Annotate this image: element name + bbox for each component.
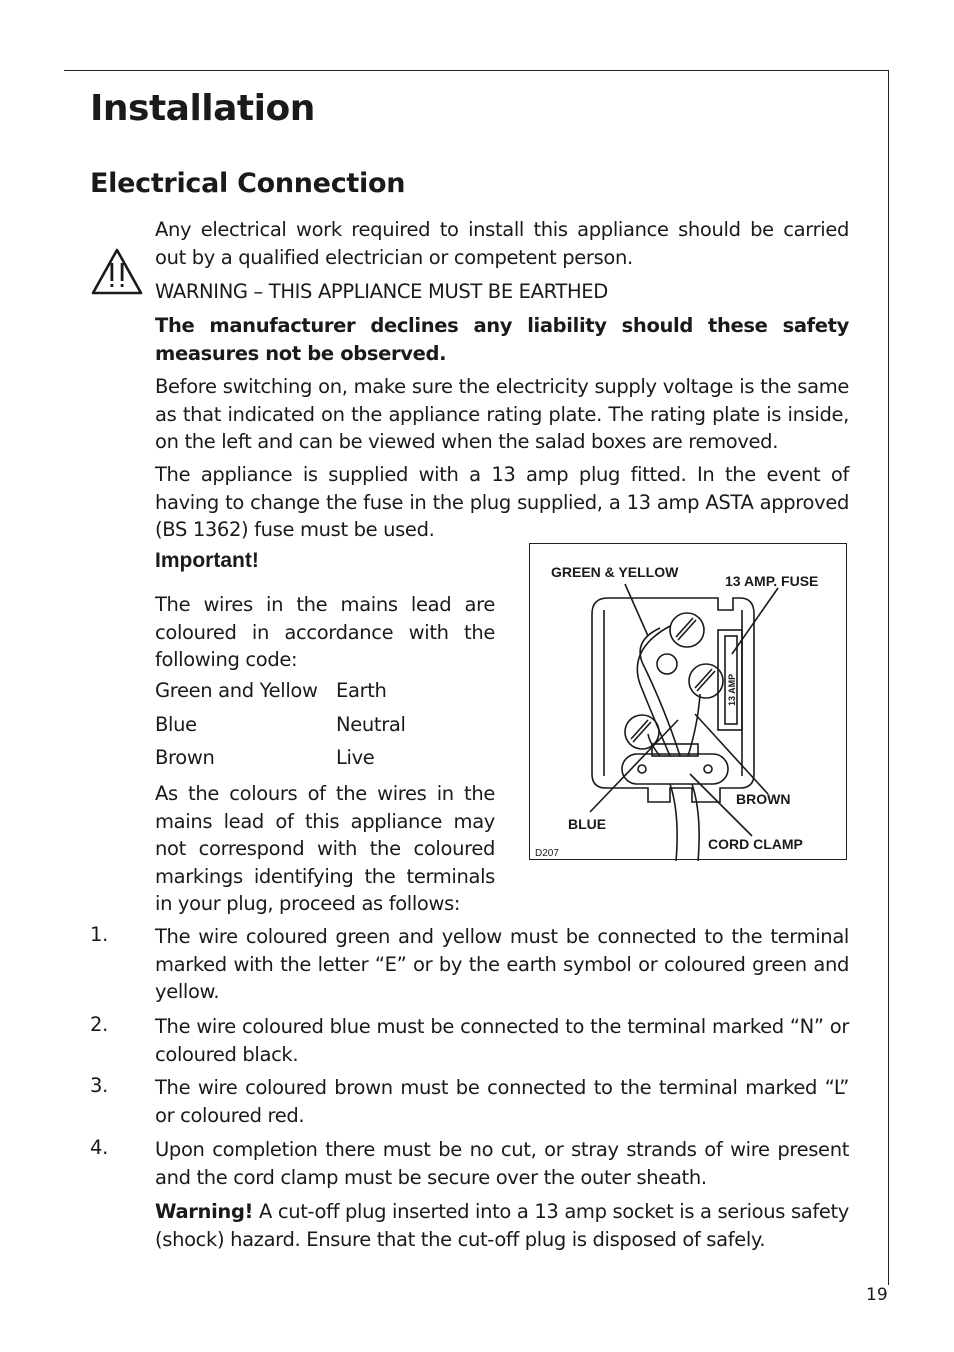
plug-drawing bbox=[530, 544, 848, 861]
wire-code-intro: The wires in the mains lead are coloured in accordance with the following code: bbox=[155, 593, 495, 671]
intro-text: Any electrical work required to install this appliance should be carried out by a qualified electrician or competent person. bbox=[155, 218, 849, 269]
page-title: Installation bbox=[90, 88, 315, 129]
label-fuse: 13 AMP. FUSE bbox=[725, 573, 819, 589]
step-number: 3. bbox=[90, 1074, 109, 1097]
final-warning-label: Warning! bbox=[155, 1200, 254, 1223]
right-rule bbox=[888, 70, 889, 1285]
code-use: Earth bbox=[336, 679, 387, 702]
colour-note: As the colours of the wires in the mains lead of this appliance may not correspond with the coloured markings identifying the terminals in your plug, proceed as follows: bbox=[155, 782, 495, 915]
code-row-live bbox=[155, 746, 375, 769]
step-number: 2. bbox=[90, 1013, 109, 1036]
section-title: Electrical Connection bbox=[90, 168, 406, 199]
plug-text: The appliance is supplied with a 13 amp plug fitted. In the event of having to change the fuse in the plug supplied, a 13 amp ASTA approved (BS 1362) fuse must be used. bbox=[155, 463, 849, 541]
final-warning bbox=[155, 1198, 849, 1253]
label-cord-clamp: CORD CLAMP bbox=[708, 836, 803, 852]
code-wire: Green and Yellow bbox=[155, 679, 318, 702]
code-use: Live bbox=[336, 746, 375, 769]
step-number: 4. bbox=[90, 1136, 109, 1159]
code-row-neutral bbox=[155, 713, 406, 736]
voltage-text: Before switching on, make sure the electricity supply voltage is the same as that indicated on the appliance rating plate. The rating plate is inside, on the left and can be viewed when the salad boxes are removed. bbox=[155, 375, 849, 453]
important-heading: Important! bbox=[155, 549, 259, 572]
label-green-yellow: GREEN & YELLOW bbox=[551, 564, 679, 580]
earth-warning: WARNING – THIS APPLIANCE MUST BE EARTHED bbox=[155, 280, 608, 303]
plug-wiring-diagram bbox=[529, 543, 847, 860]
code-use: Neutral bbox=[336, 713, 406, 736]
step-text: The wire coloured brown must be connected to the terminal marked “L” or coloured red. bbox=[155, 1076, 849, 1127]
step-text: The wire coloured green and yellow must be connected to the terminal marked with the letter “E” or by the earth symbol or coloured green and yellow. bbox=[155, 925, 849, 1003]
top-rule bbox=[64, 70, 889, 71]
figure-id: D207 bbox=[535, 848, 559, 859]
warning-triangle-icon bbox=[90, 246, 144, 296]
code-wire: Blue bbox=[155, 713, 197, 736]
code-wire: Brown bbox=[155, 746, 215, 769]
step-text: The wire coloured blue must be connected to the terminal marked “N” or coloured black. bbox=[155, 1015, 849, 1066]
code-row-earth bbox=[155, 679, 387, 702]
liability-text: The manufacturer declines any liability should these safety measures not be observed. bbox=[155, 314, 849, 365]
step-number: 1. bbox=[90, 923, 109, 946]
label-13-amp: 13 AMP bbox=[727, 673, 737, 706]
label-blue: BLUE bbox=[568, 816, 607, 832]
page-number: 19 bbox=[866, 1285, 888, 1305]
step-text: Upon completion there must be no cut, or stray strands of wire present and the cord clamp must be secure over the outer sheath. bbox=[155, 1138, 849, 1189]
label-brown: BROWN bbox=[736, 791, 791, 807]
final-warning-text: A cut-off plug inserted into a 13 amp socket is a serious safety (shock) hazard. Ensure that the cut-off plug is disposed of safely. bbox=[155, 1200, 849, 1251]
